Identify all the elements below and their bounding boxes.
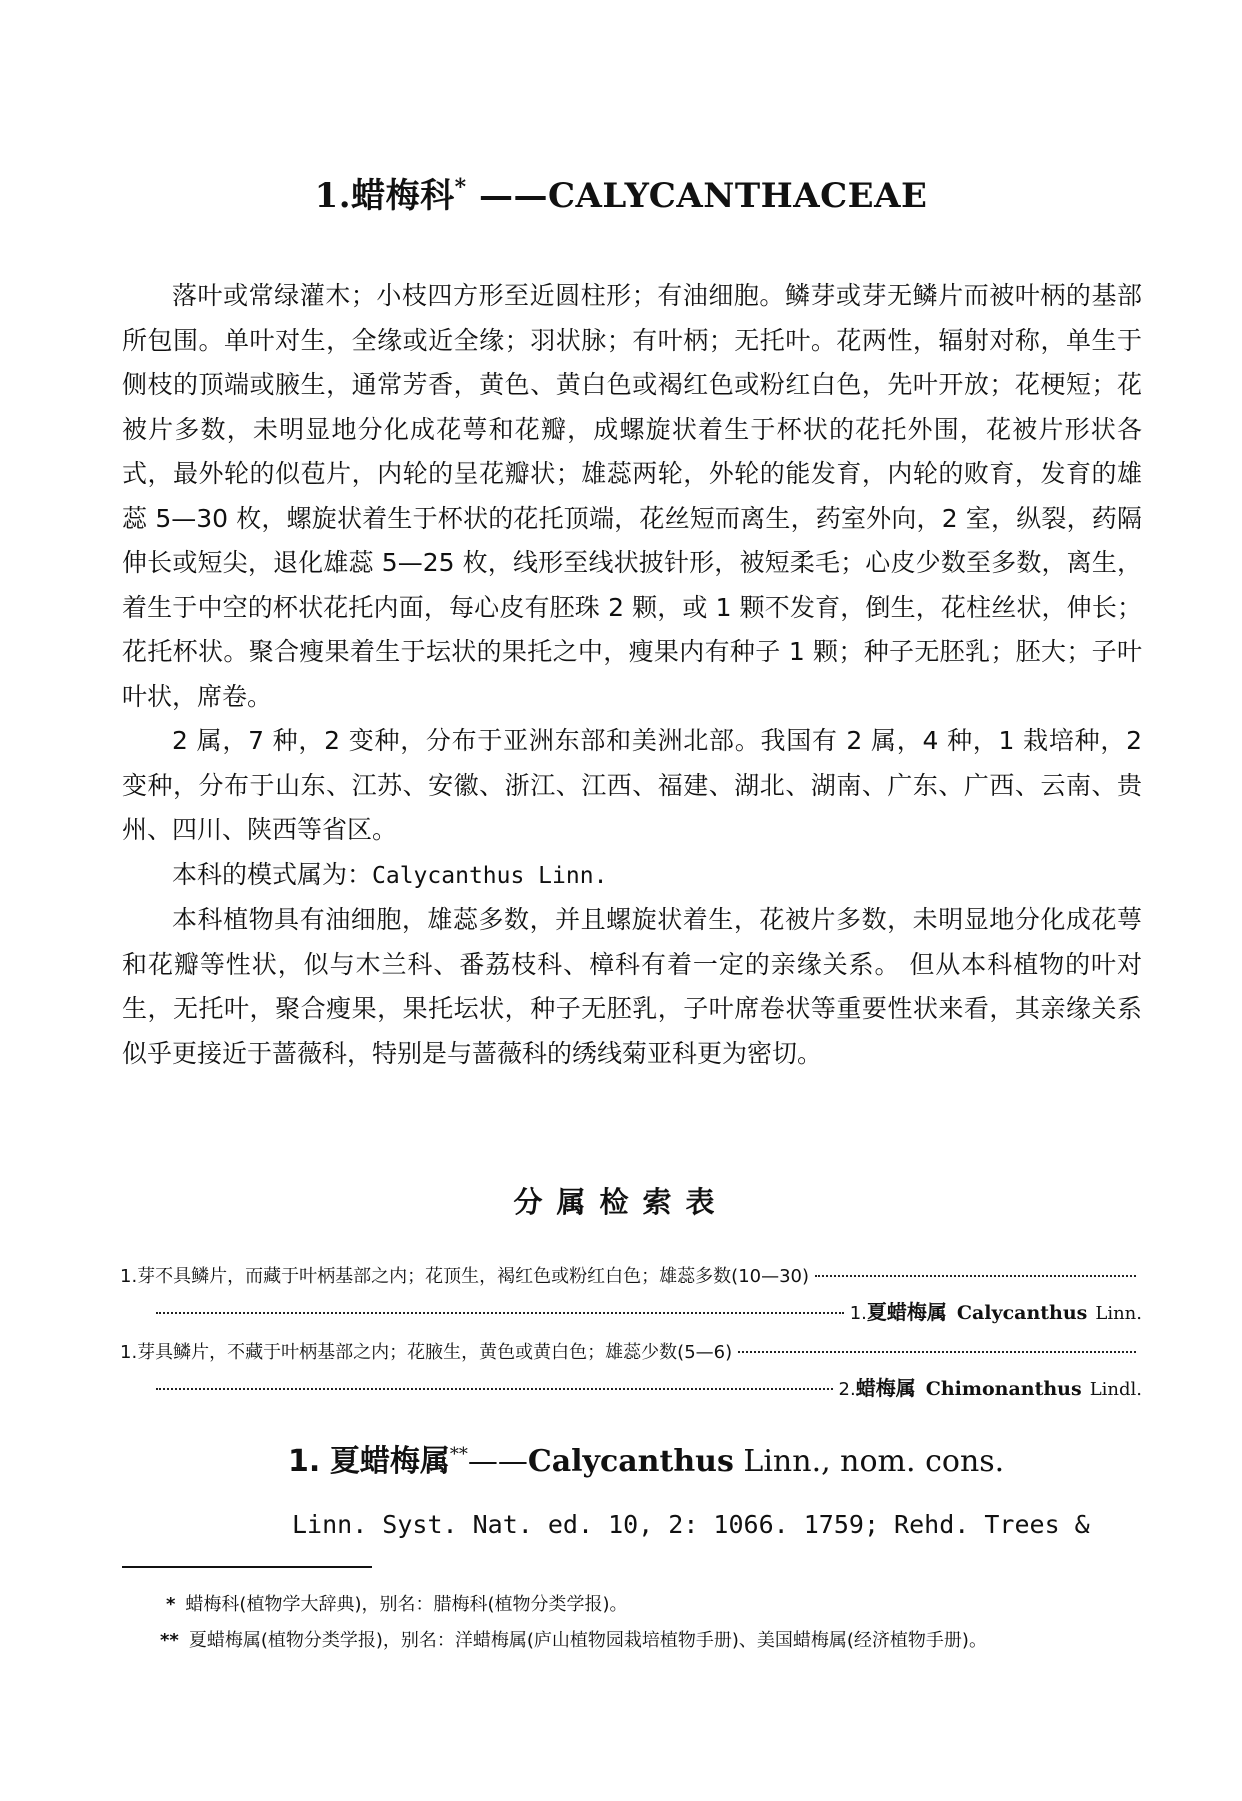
paragraph-distribution: 2 属，7 种，2 变种，分布于亚洲东部和美洲北部。我国有 2 属，4 种，1 栽培种，2 变种，分布于山东、江苏、安徽、浙江、江西、福建、湖北、湖南、广东、广西、云南、贵州、四川、陕西等省区。 [122, 726, 1142, 844]
key-lead-text: 1.芽不具鳞片，而藏于叶柄基部之内；花顶生，褐红色或粉红白色；雄蕊多数(10—30) [120, 1266, 810, 1287]
key-leader-dots [738, 1351, 1136, 1353]
footnote-1 [166, 1590, 628, 1616]
paragraph-affinity: 本科植物具有油细胞，雄蕊多数，并且螺旋状着生，花被片多数，未明显地分化成花萼和花瓣等性状，似与木兰科、番荔枝科、樟科有着一定的亲缘关系。 但从本科植物的叶对生，无托叶，聚合瘦果，果托坛状，种子无胚乳，子叶席卷状等重要性状来看，其亲缘关系似乎更接近于蔷薇科，特别是与蔷薇科的绣线菊亚科更为密切。 [122, 905, 1142, 1068]
genus-reference: Linn. Syst. Nat. ed. 10, 2: 1066. 1759; Rehd. Trees & [292, 1510, 1090, 1539]
paragraph-morphology: 落叶或常绿灌木；小枝四方形至近圆柱形；有油细胞。鳞芽或芽无鳞片而被叶柄的基部所包围。单叶对生，全缘或近全缘；羽状脉；有叶柄；无托叶。花两性，辐射对称，单生于侧枝的顶端或腋生，通常芳香，黄色、黄白色或褐红色或粉红白色，先叶开放；花梗短；花被片多数，未明显地分化成花萼和花瓣，成螺旋状着生于杯状的花托外围，花被片形状各式，最外轮的似苞片，内轮的呈花瓣状；雄蕊两轮，外轮的能发育，内轮的败育，发育的雄蕊 5—30 枚，螺旋状着生于杯状的花托顶端，花丝短而离生，药室外向，2 室，纵裂，药隔伸长或短尖，退化雄蕊 5—25 枚，线形至线状披针形，被短柔毛；心皮少数至多数，离生，着生于中空的杯状花托内面，每心皮有胚珠 2 颗，或 1 颗不发育，倒生，花柱丝状，伸长；花托杯状。聚合瘦果着生于坛状的果托之中，瘦果内有种子 1 颗；种子无胚乳；胚大；子叶叶状，席卷。 [122, 281, 1142, 711]
key-genus-latin: Calycanthus [956, 1302, 1088, 1324]
key-lead-line [120, 1262, 1142, 1292]
genus-title [288, 1436, 1004, 1480]
footnote-text: 夏蜡梅属(植物分类学报)，别名：洋蜡梅属(庐山植物园栽培植物手册)、美国蜡梅属(经济植物手册)。 [188, 1630, 987, 1651]
footnote-divider [122, 1566, 372, 1568]
key-genus-author: Lindl. [1089, 1379, 1142, 1400]
family-number: 1. [314, 176, 352, 216]
family-title [0, 168, 1242, 217]
family-description [122, 274, 1142, 1076]
key-lead-text: 1.芽具鳞片，不藏于叶柄基部之内；花腋生，黄色或黄白色；雄蕊少数(5—6) [120, 1342, 733, 1363]
key-result-line [120, 1296, 1142, 1326]
key-leader-dots [815, 1275, 1136, 1277]
family-name-zh: 蜡梅科 [351, 176, 455, 216]
footnote-mark: * [166, 1594, 176, 1615]
key-result-number: 1. [849, 1303, 867, 1324]
key-genus-zh: 蜡梅属 [855, 1376, 916, 1400]
genus-number: 1. [288, 1444, 321, 1479]
title-dash: —— [478, 176, 548, 216]
paragraph-type-genus [122, 853, 1142, 899]
key-genus-zh: 夏蜡梅属 [866, 1300, 947, 1324]
footnote-mark: ** [160, 1630, 179, 1651]
type-genus-latin: Calycanthus Linn. [372, 862, 608, 889]
key-genus-latin: Chimonanthus [925, 1378, 1082, 1400]
key-heading: 分属检索表 [513, 1185, 729, 1219]
genus-name-latin: Calycanthus [527, 1444, 734, 1479]
footnote-2 [160, 1626, 987, 1652]
key-leader-dots [156, 1312, 844, 1314]
family-name-latin: CALYCANTHACEAE [547, 176, 928, 216]
footnote-text: 蜡梅科(植物学大辞典)，别名：腊梅科(植物分类学报)。 [185, 1594, 628, 1615]
key-result-number: 2. [838, 1379, 856, 1400]
key-lead-line [120, 1338, 1142, 1368]
key-genus-author: Linn. [1095, 1303, 1142, 1324]
key-result-line [120, 1372, 1142, 1402]
genus-footnote-mark: ** [449, 1444, 468, 1465]
type-genus-label: 本科的模式属为： [172, 859, 373, 889]
genus-dash: —— [467, 1444, 528, 1479]
family-footnote-mark: * [454, 174, 467, 201]
genus-authority: Linn., nom. cons. [743, 1444, 1005, 1479]
key-leader-dots [156, 1388, 833, 1390]
genus-name-zh: 夏蜡梅属 [329, 1444, 450, 1479]
